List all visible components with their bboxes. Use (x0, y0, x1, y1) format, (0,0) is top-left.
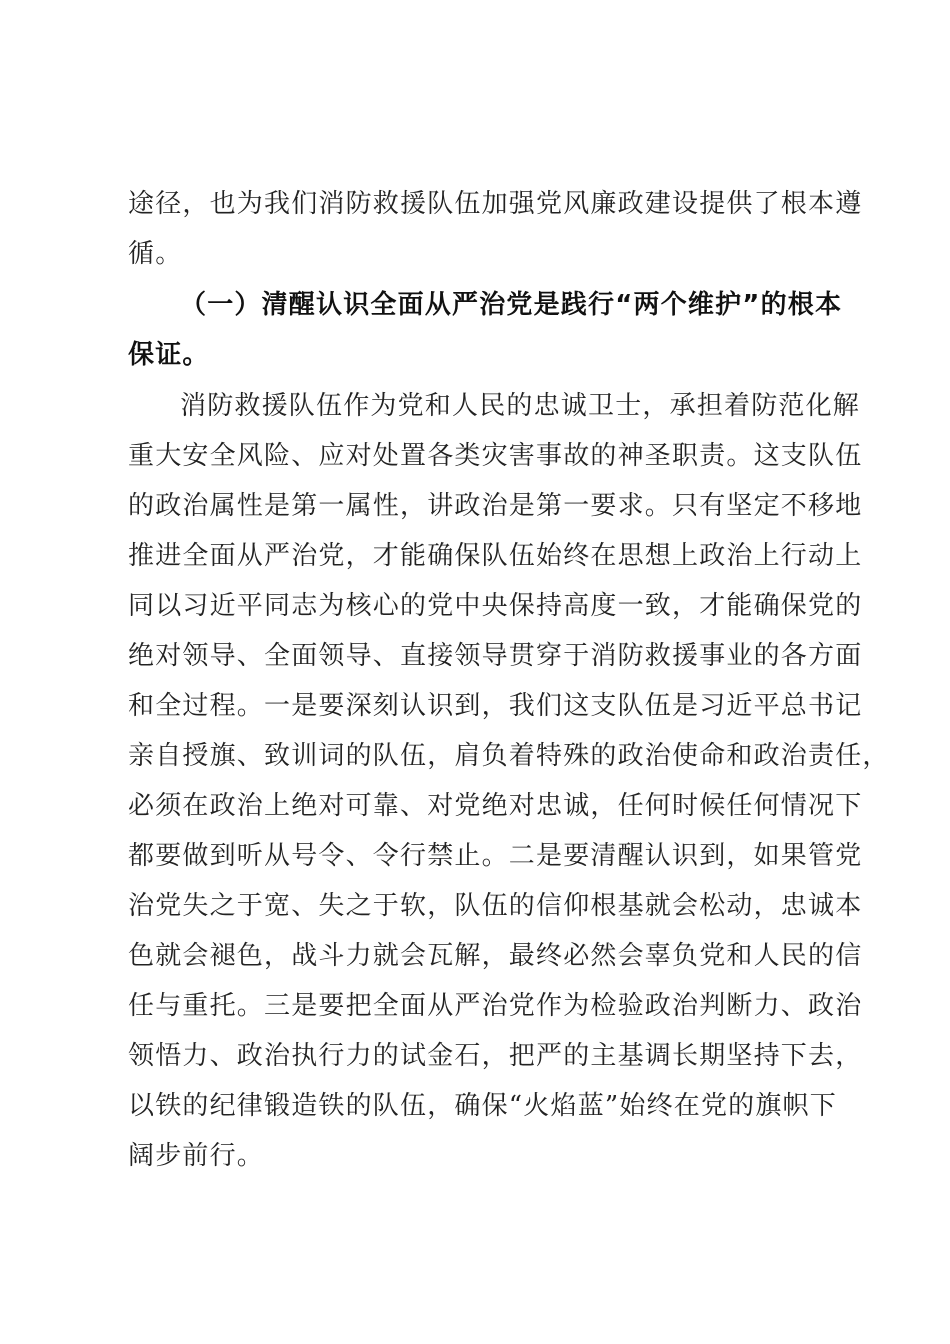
paragraph-line: 绝对领导、全面领导、直接领导贯穿于消防救援事业的各方面 (128, 641, 863, 671)
paragraph-line: 阔步前行。 (128, 1141, 265, 1171)
paragraph-line: 同以习近平同志为核心的党中央保持高度一致，才能确保党的 (128, 591, 863, 621)
paragraph-line: 循。 (128, 239, 183, 269)
paragraph-line: 任与重托。三是要把全面从严治党作为检验政治判断力、政治 (128, 991, 863, 1021)
paragraph-line: 以铁的纪律锻造铁的队伍，确保“火焰蓝”始终在党的旗帜下 (128, 1091, 837, 1121)
paragraph-line: 都要做到听从号令、令行禁止。二是要清醒认识到，如果管党 (128, 841, 863, 871)
section-heading-line: （一）清醒认识全面从严治党是践行“两个维护”的根本 (180, 290, 843, 320)
paragraph-line: 色就会褪色，战斗力就会瓦解，最终必然会辜负党和人民的信 (128, 941, 863, 971)
paragraph-line: 治党失之于宽、失之于软，队伍的信仰根基就会松动，忠诚本 (128, 891, 863, 921)
paragraph-line: 推进全面从严治党，才能确保队伍始终在思想上政治上行动上 (128, 541, 863, 571)
paragraph-line: 领悟力、政治执行力的试金石，把严的主基调长期坚持下去， (128, 1041, 863, 1071)
section-heading-line: 保证。 (128, 340, 210, 370)
paragraph-line: 的政治属性是第一属性，讲政治是第一要求。只有坚定不移地 (128, 491, 863, 521)
paragraph-line: 和全过程。一是要深刻认识到，我们这支队伍是习近平总书记 (128, 691, 863, 721)
paragraph-line: 亲自授旗、致训词的队伍，肩负着特殊的政治使命和政治责任， (128, 741, 890, 771)
paragraph-line: 消防救援队伍作为党和人民的忠诚卫士，承担着防范化解 (180, 391, 861, 421)
paragraph-line: 途径，也为我们消防救援队伍加强党风廉政建设提供了根本遵 (128, 189, 863, 219)
paragraph-line: 必须在政治上绝对可靠、对党绝对忠诚，任何时候任何情况下 (128, 791, 863, 821)
paragraph-line: 重大安全风险、应对处置各类灾害事故的神圣职责。这支队伍 (128, 441, 863, 471)
